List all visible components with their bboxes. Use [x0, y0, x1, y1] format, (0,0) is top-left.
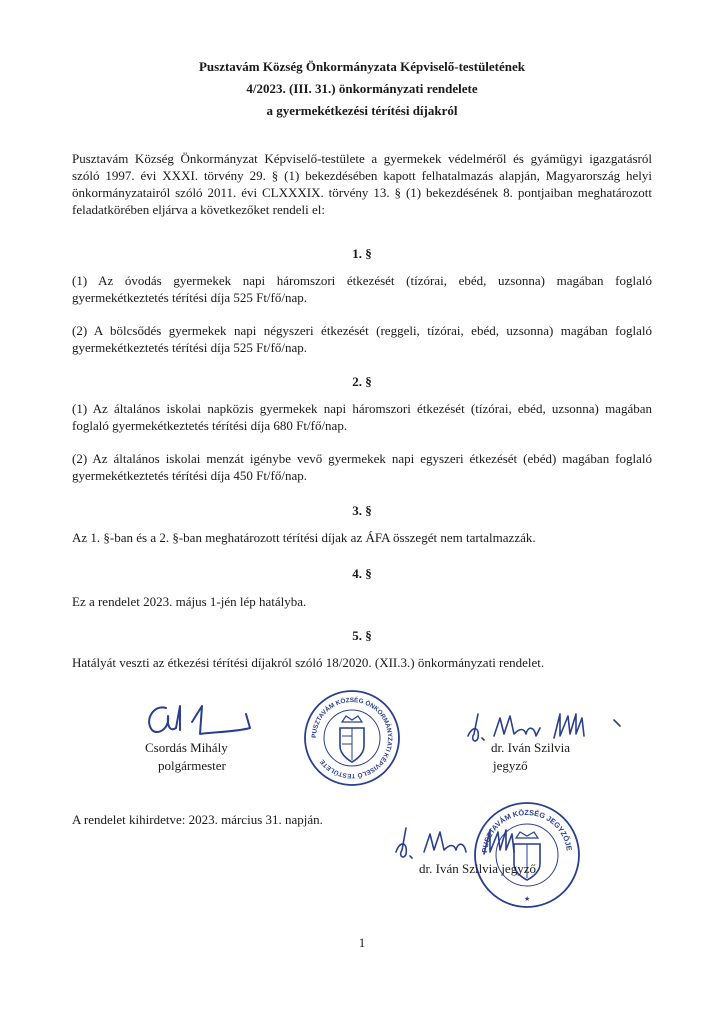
- section-heading-4: 4. §: [352, 566, 372, 581]
- promulgation-text: A rendelet kihirdetve: 2023. március 31. napján.: [72, 812, 323, 827]
- section-5-paragraph-1: Hatályát veszti az étkezési térítési díjakról szóló 18/2020. (XII.3.) önkormányzati rendelet.: [72, 655, 545, 670]
- section-heading-3: 3. §: [352, 503, 372, 518]
- section-1-paragraph-1: (1) Az óvodás gyermekek napi háromszori étkezését (tízórai, ebéd, uzsonna) magában foglaló gyermekétkeztetés térítési díja 525 Ft/fő/nap.: [72, 273, 652, 305]
- section-3-paragraph-1: Az 1. §-ban és a 2. §-ban meghatározott térítési díjak az ÁFA összegét nem tartalmazzák.: [72, 530, 536, 545]
- preamble-paragraph: Pusztavám Község Önkormányzat Képviselő-testülete a gyermekek védelméről és gyámügyi igazgatásról szóló 1997. évi XXXI. törvény 29. § (1) bekezdésében kapott felhatalmazás alapján, Magyarország helyi önkormányzatairól szóló 2011. évi CLXXXIX. törvény 13. § (1) bekezdésének 8. pontjaiban meghatározott feladatkörében eljárva a következőket rendeli el:: [72, 151, 652, 217]
- mayor-role: polgármester: [158, 758, 226, 773]
- council-stamp-text: PUSZTAVÁM KÖZSÉG ÖNKORMÁNYZATI KÉPVISELŐ TESTÜLETE: [310, 696, 394, 780]
- title-line-1: Pusztavám Község Önkormányzata Képviselő-testületének: [198, 59, 526, 74]
- promulgation-signatory: dr. Iván Szilvia jegyző: [419, 861, 536, 876]
- section-heading-1: 1. §: [352, 246, 372, 261]
- mayor-name: Csordás Mihály: [145, 740, 228, 755]
- notary-name: dr. Iván Szilvia: [491, 740, 571, 755]
- page-number: 1: [358, 935, 366, 950]
- svg-text:★: ★: [524, 896, 531, 903]
- section-4-paragraph-1: Ez a rendelet 2023. május 1-jén lép hatályba.: [72, 594, 307, 609]
- document-title: [60, 56, 664, 122]
- section-2-paragraph-1: (1) Az általános iskolai napközis gyermekek napi háromszori étkezését (tízórai, ebéd, uzsonna) magában foglaló gyermekétkeztetés térítési díja 680 Ft/fő/nap.: [72, 401, 652, 433]
- section-heading-2: 2. §: [352, 374, 372, 389]
- title-line-3: a gyermekétkezési térítési díjakról: [266, 103, 458, 118]
- section-1-paragraph-2: (2) A bölcsődés gyermekek napi négyszeri étkezését (reggeli, tízórai, ebéd, uzsonna) magában foglaló gyermekétkeztetés térítési díja 525 Ft/fő/nap.: [72, 323, 652, 355]
- section-2-paragraph-2: (2) Az általános iskolai menzát igénybe vevő gyermekek napi egyszeri étkezését (ebéd) magában foglaló gyermekétkeztetés térítési díja 450 Ft/fő/nap.: [72, 451, 652, 483]
- notary-stamp-text: PUSZTAVÁM KÖZSÉG JEGYZŐJE: [480, 807, 574, 854]
- notary-role: jegyző: [493, 758, 528, 773]
- council-stamp: [302, 688, 402, 788]
- title-line-2: 4/2023. (III. 31.) önkormányzati rendelete: [246, 81, 478, 96]
- section-heading-5: 5. §: [352, 628, 372, 643]
